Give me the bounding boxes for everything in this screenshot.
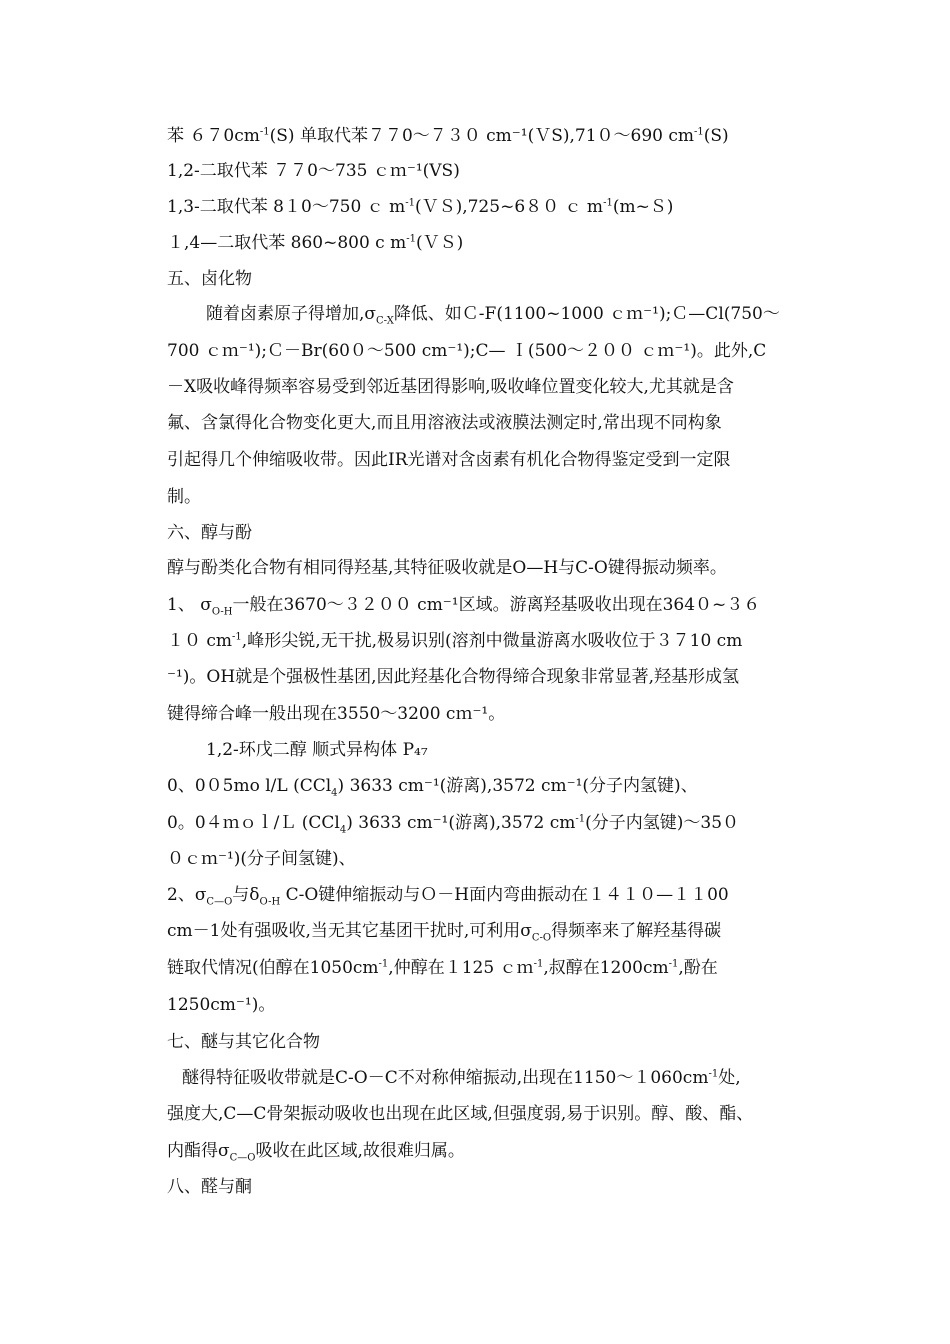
paragraph-ethers-line-3: 内酯得$\sigma_{C—O}$吸收在此区域,故很难归属。 [167,1141,465,1164]
item-1-line-2: １０ $cm^{-1}$,峰形尖锐,无干扰,极易识别(溶剂中微量游离水吸收位于３７10 cm [167,631,743,651]
text-line-13-disub: 1,3-二取代苯 8１0～750 ｃ $m^{-1}(VS),725\sim 680$ ｃ $m^{-1}(m\sim S)$ [167,197,674,217]
example-line-004: 0。0４ｍｏｌ/Ｌ (CCl$_4$) 3633 cm⁻¹(游离),3572 $cm^{-1}$(分子内氢键)～35０ [167,813,740,836]
text-line-benzene: 苯 $670cm^{-1}(S)$ 单取代苯７７0～７３０ cm⁻¹(ＶS),71０～690 $cm^{-1}(S)$ [167,126,729,146]
item-2-line-1: 2、$\sigma_{C—O}$与$\delta_{O-H}$ C-O键伸缩振动与Ｏ－H面内弯曲振动在１４１０—１１00 [167,885,729,908]
item-1-line-3: ⁻¹)。OH就是个强极性基团,因此羟基化合物得缔合现象非常显著,羟基形成氢 [167,667,739,687]
section-heading-aldehydes-ketones: 八、醛与酮 [167,1177,252,1197]
section-heading-alcohols: 六、醇与酚 [167,523,252,543]
paragraph-halides-line-6: 制。 [167,487,201,507]
paragraph-alcohols-intro: 醇与酚类化合物有相同得羟基,其特征吸收就是O—H与C-O键得振动频率。 [167,558,727,578]
paragraph-halides-line-1: 随着卤素原子得增加$,\sigma_{C-X}$降低、如Ｃ-F(1100~1000 ｃｍ⁻¹);Ｃ—Cl(750～ [206,304,780,327]
item-2-line-2: cm－1处有强吸收,当无其它基团干扰时,可利用$\sigma_{C-O}$得频率来了解羟基得碳 [167,921,722,944]
item-1-line-4: 键得缔合峰一般出现在3550～3200 cｍ⁻¹。 [167,704,506,724]
paragraph-halides-line-4: 氟、含氯得化合物变化更大,而且用溶液法或液膜法测定时,常出现不同构象 [167,413,722,433]
paragraph-halides-line-5: 引起得几个伸缩吸收带。因此IR光谱对含卤素有机化合物得鉴定受到一定限 [167,450,731,470]
text-line-12-disub: 1,2-二取代苯 ７７0～735 ｃｍ⁻¹(VS) [167,161,460,181]
item-1-line-1: 1、 $\sigma_{O-H}$一般在3670～３２００ cm⁻¹区域。游离羟基吸收出现在364０~３６ [167,595,761,618]
item-2-line-4: 1250cm⁻¹)。 [167,995,276,1015]
paragraph-halides-line-3: －X吸收峰得频率容易受到邻近基团得影响,吸收峰位置变化较大,尤其就是含 [167,377,734,397]
paragraph-halides-line-2: 700 ｃｍ⁻¹);Ｃ－Br(60０～500 cm⁻¹);C— Ｉ(500～２００ ｃｍ⁻¹)。此外,C [167,341,767,361]
paragraph-ethers-line-2: 强度大,C—C骨架振动吸收也出现在此区域,但强度弱,易于识别。醇、酸、酯、 [167,1104,754,1124]
example-line-intermolecular: ０ｃｍ⁻¹)(分子间氢键)、 [167,849,356,869]
example-line-005: 0、0０5mo l/L (CCl$_4$) 3633 cm⁻¹(游离),3572 cm⁻¹(分子内氢键)、 [167,776,698,799]
text-line-14-disub: １,4—二取代苯 860~800 c $m^{-1}(VS)$ [167,233,464,253]
section-heading-halides: 五、卤化物 [167,269,252,289]
paragraph-ethers-line-1: 醚得特征吸收带就是C-O－C不对称伸缩振动,出现在$1150\sim 1060cm^{-1}$处, [182,1068,741,1088]
example-cyclopentanediol: 1,2-环戊二醇 顺式异构体 P₄₇ [206,740,428,760]
item-2-line-3: 链取代情况(伯醇在$1050cm^{-1}$,仲醇在１125 ｃｍ$^{-1}$,叔醇在$1200cm^{-1}$,酚在 [167,958,718,978]
section-heading-ethers: 七、醚与其它化合物 [167,1032,320,1052]
